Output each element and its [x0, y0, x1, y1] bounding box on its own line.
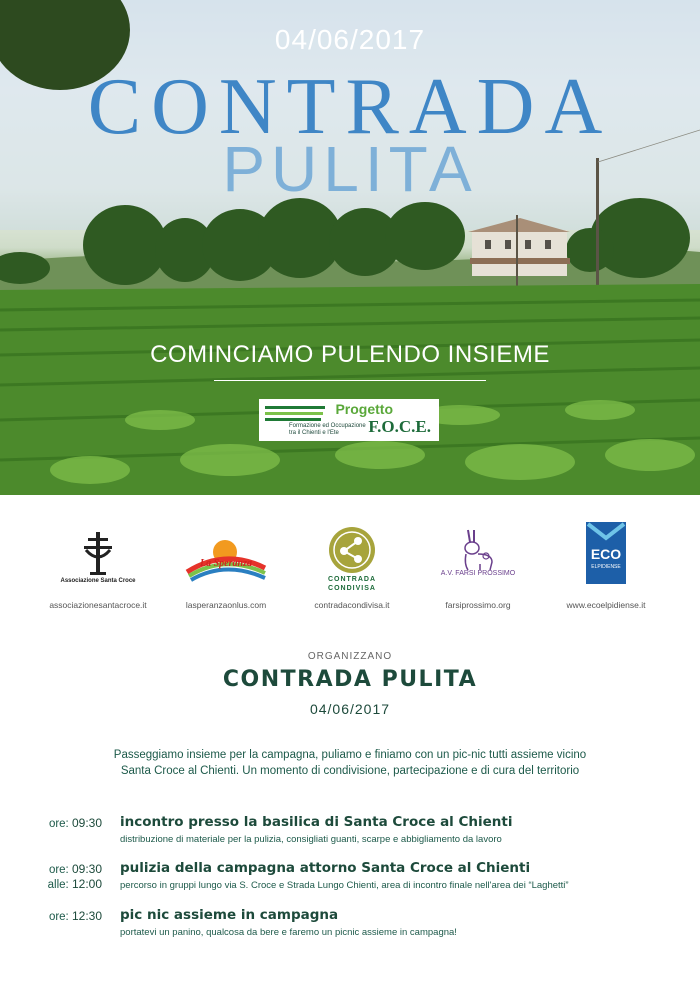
partner-name: A.V. FARSI PROSSIMO	[440, 570, 516, 577]
schedule-title: pic nic assieme in campagna	[120, 907, 339, 923]
time-value: 09:30	[71, 816, 102, 830]
partner-farsi-prossimo	[413, 518, 543, 610]
time-value: 12:30	[71, 909, 102, 923]
partner-name-line1: ECO	[590, 546, 622, 562]
share-circle-icon	[328, 526, 376, 574]
partner-logo	[413, 518, 543, 592]
time-prefix: alle:	[47, 879, 69, 891]
event-date: 04/06/2017	[309, 701, 391, 717]
schedule-title: incontro presso la basilica di Santa Croce al Chienti	[120, 814, 513, 830]
partner-eco-elpidiense	[541, 518, 671, 610]
time-prefix: ore:	[48, 818, 69, 830]
partner-name-line2: ELPIDIENSE	[591, 564, 621, 570]
partner-url[interactable]: associazionesantacroce.it	[49, 600, 147, 610]
schedule-end-time	[20, 876, 102, 894]
logo-subtitle-2: tra il Chienti e l'Ete	[289, 430, 339, 436]
donkey-icon	[458, 528, 498, 572]
time-value: 09:30	[71, 862, 102, 876]
logo-foce-name: F.O.C.E.	[368, 417, 431, 436]
partner-name: La Speranza	[200, 558, 252, 569]
partner-logo	[33, 518, 163, 592]
partner-logo	[161, 518, 291, 592]
schedule-title: pulizia della campagna attorno Santa Croce al Chienti	[120, 860, 531, 876]
progetto-foce-logo	[259, 399, 439, 441]
logo-subtitle-1: Formazione ed Occupazione	[289, 423, 366, 429]
logo-progetto-text: Progetto	[335, 401, 393, 417]
logo-stripe	[265, 406, 325, 409]
time-prefix: ore:	[48, 864, 69, 876]
partner-name-line2: CONDIVISA	[328, 585, 376, 592]
description-line-2: Santa Croce al Chienti. Un momento di condivisione, partecipazione e di cura del territorio	[120, 765, 580, 777]
partner-url[interactable]: www.ecoelpidiense.it	[566, 600, 646, 610]
event-description	[60, 747, 640, 779]
tagline-divider	[214, 380, 486, 381]
organizers-label: ORGANIZZANO	[307, 651, 393, 662]
partner-name: Associazione Santa Croce	[60, 578, 136, 584]
hero-title-pulita: PULITA	[222, 133, 478, 205]
partner-url[interactable]: lasperanzaonlus.com	[185, 600, 267, 610]
partner-la-speranza	[161, 518, 291, 610]
time-value: 12:00	[71, 877, 102, 891]
hero-title-contrada: CONTRADA	[87, 63, 613, 151]
schedule-detail: percorso in gruppi lungo via S. Croce e Strada Lungo Chienti, area di incontro finale nell'area dei “Laghetti”	[120, 880, 569, 891]
event-title: CONTRADA PULITA	[222, 667, 478, 692]
schedule-time	[20, 908, 102, 926]
time-prefix: ore:	[48, 911, 69, 923]
hero-date: 04/06/2017	[274, 24, 426, 55]
partner-name-line1: CONTRADA	[327, 576, 377, 583]
partner-logo	[287, 518, 417, 592]
logo-stripe	[265, 418, 321, 421]
partner-url[interactable]: contradacondivisa.it	[314, 600, 390, 610]
partner-logo	[541, 518, 671, 592]
schedule-detail: distribuzione di materiale per la pulizia, consigliati guanti, scarpe e abbigliamento da lavoro	[120, 834, 502, 845]
hero-tagline: COMINCIAMO PULENDO INSIEME	[150, 341, 550, 368]
partner-logos	[0, 518, 700, 618]
partner-santa-croce	[33, 518, 163, 610]
partner-url[interactable]: farsiprossimo.org	[445, 600, 511, 610]
partner-contrada-condivisa	[287, 518, 417, 610]
schedule-detail: portatevi un panino, qualcosa da bere e faremo un picnic assieme in campagna!	[120, 927, 457, 938]
description-line-1: Passeggiamo insieme per la campagna, puliamo e finiamo con un pic-nic tutti assieme vicino	[113, 749, 587, 761]
cross-emblem-icon	[78, 530, 118, 578]
logo-stripe	[265, 412, 323, 415]
schedule-time	[20, 815, 102, 833]
